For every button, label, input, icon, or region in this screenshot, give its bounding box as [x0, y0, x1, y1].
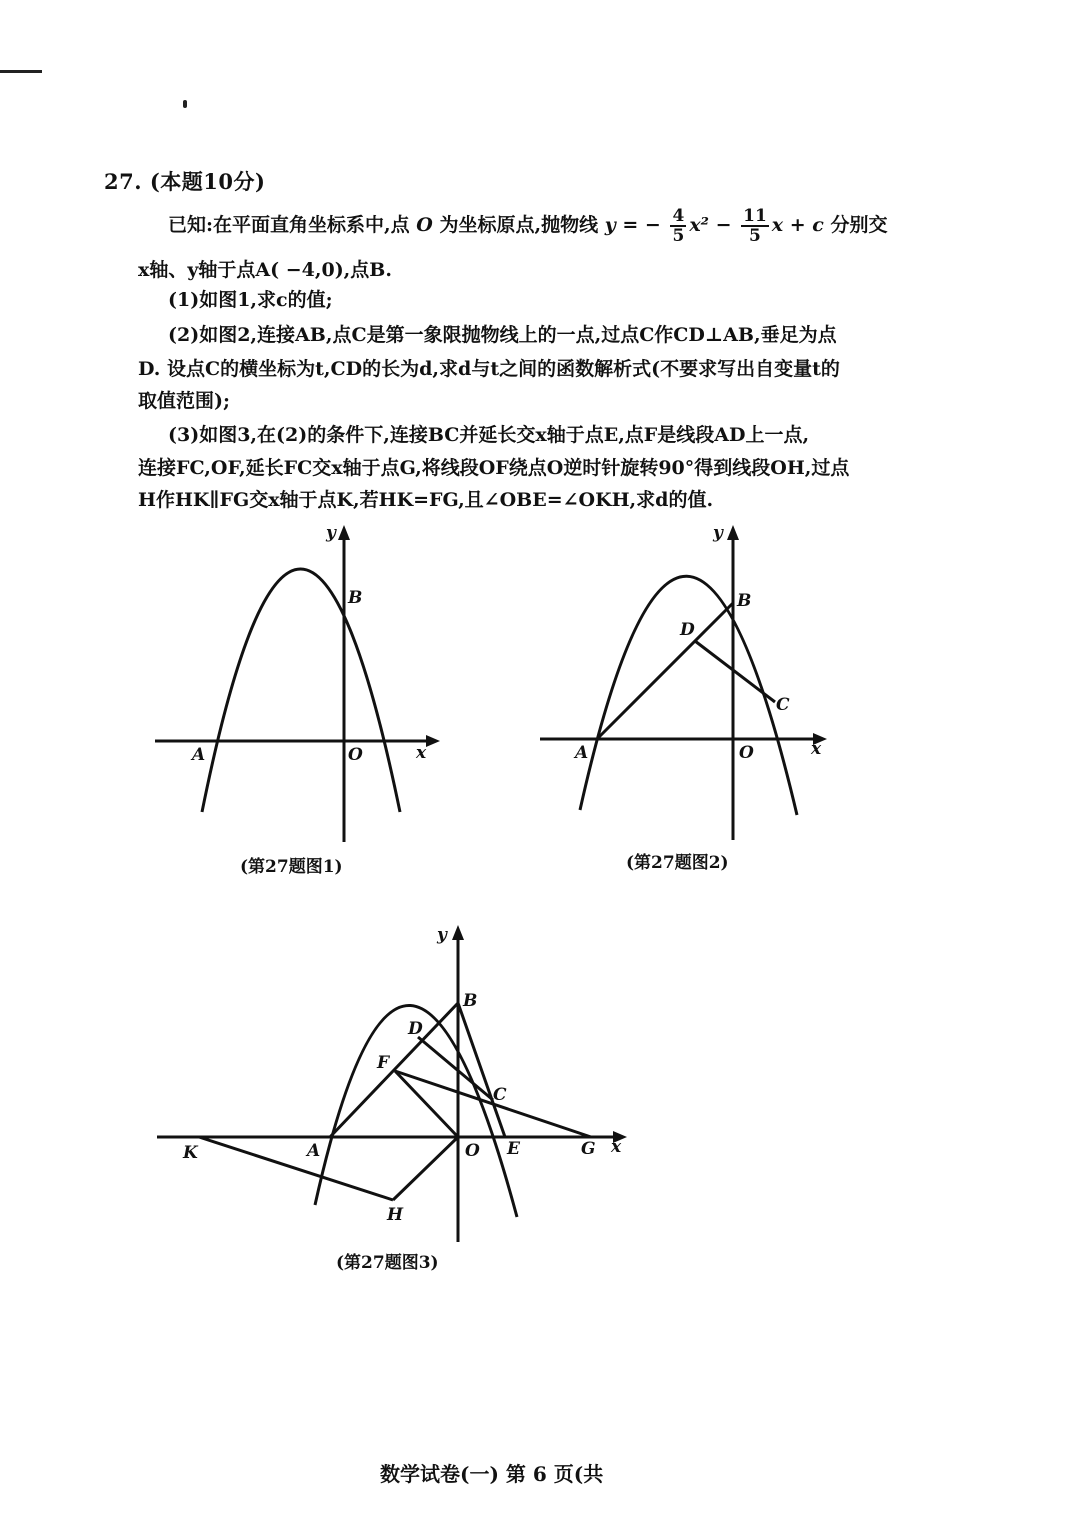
question-number: 27.	[104, 169, 143, 194]
part2-line-2: D. 设点C的横坐标为t,CD的长为d,求d与t之间的函数解析式(不要求写出自变量t的	[138, 358, 840, 380]
label-H: H	[387, 1205, 404, 1225]
label-O: O	[348, 745, 363, 765]
label-A: A	[575, 743, 589, 763]
intro-line-2: x轴、y轴于点A( −4,0),点B.	[138, 259, 392, 281]
y-axis-arrow	[338, 525, 350, 540]
figure-2-caption: (第27题图2)	[626, 853, 729, 873]
x-axis-arrow	[426, 735, 440, 747]
question-score: (本题10分)	[149, 169, 266, 194]
label-E: E	[507, 1139, 520, 1159]
part3-line-2: 连接FC,OF,延长FC交x轴于点G,将线段OF绕点O逆时针旋转90°得到线段OH,过点	[138, 457, 850, 479]
y-axis-arrow	[452, 925, 464, 940]
label-x: x	[611, 1137, 622, 1157]
scan-edge-mark	[0, 70, 42, 73]
label-y: y	[713, 523, 723, 543]
label-C: C	[493, 1085, 507, 1105]
label-K: K	[183, 1143, 198, 1163]
label-B: B	[348, 588, 363, 608]
label-x: x	[416, 743, 427, 763]
fraction-4-5: $\frac{4}{5}$	[672, 206, 685, 246]
label-A: A	[307, 1141, 321, 1161]
part3-line-1: (3)如图3,在(2)的条件下,连接BC并延长交x轴于点E,点F是线段AD上一点,	[168, 424, 810, 446]
question-heading	[104, 166, 265, 196]
segment-HK	[199, 1137, 393, 1200]
figure-2	[535, 520, 835, 850]
label-B: B	[737, 591, 752, 611]
fraction-11-5: $\frac{11}{5}$	[743, 206, 767, 246]
figure-1	[150, 520, 450, 850]
figure-1-caption: (第27题图1)	[240, 857, 343, 877]
label-F: F	[377, 1053, 390, 1073]
figure-3-diagram	[155, 920, 635, 1240]
figure-3-caption: (第27题图3)	[336, 1253, 439, 1273]
figure-1-diagram	[150, 520, 450, 850]
label-x: x	[811, 739, 822, 759]
label-C: C	[776, 695, 790, 715]
part2-line-1: (2)如图2,连接AB,点C是第一象限抛物线上的一点,过点C作CD⊥AB,垂足为点	[168, 324, 837, 346]
label-G: G	[581, 1139, 596, 1159]
segment-BE	[458, 1003, 505, 1137]
label-y: y	[326, 523, 336, 543]
scan-dot	[183, 100, 187, 108]
segment-CD	[695, 641, 775, 702]
parabola	[202, 569, 400, 812]
part3-line-3: H作HK∥FG交x轴于点K,若HK=FG,且∠OBE=∠OKH,求d的值.	[138, 489, 714, 511]
part2-line-3: 取值范围);	[138, 390, 231, 412]
page-footer: 数学试卷(一) 第 6 页(共	[380, 1462, 604, 1486]
part1-text: (1)如图1,求c的值;	[168, 289, 333, 311]
figure-2-diagram	[535, 520, 835, 850]
figure-3	[155, 920, 635, 1240]
label-O: O	[465, 1141, 480, 1161]
label-A: A	[192, 745, 206, 765]
label-y: y	[437, 925, 447, 945]
label-B: B	[463, 991, 478, 1011]
intro-line-1: 已知:在平面直角坐标系中,点 O 为坐标原点,抛物线 y = − $\frac{4}{5}$ x² − $\frac{11}{5}$ x + c 分别交	[168, 206, 888, 246]
label-O: O	[739, 743, 754, 763]
label-D: D	[408, 1019, 423, 1039]
label-D: D	[680, 620, 695, 640]
y-axis-arrow	[727, 525, 739, 540]
segment-OH	[393, 1137, 458, 1200]
